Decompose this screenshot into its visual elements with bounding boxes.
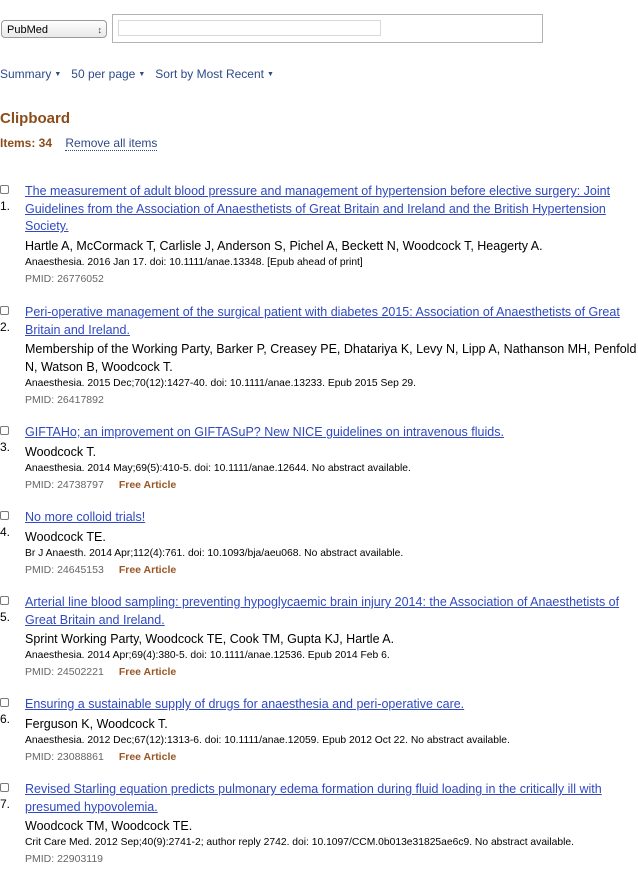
result-authors: Hartle A, McCormack T, Carlisle J, Anderson S, Pichel A, Beckett N, Woodcock T, Heagerty A. xyxy=(25,238,543,253)
result-citation: Br J Anaesth. 2014 Apr;112(4):761. doi: 10.1093/bja/aeu068. No abstract available. xyxy=(25,547,404,559)
result-content xyxy=(25,304,638,409)
result-pmid-row xyxy=(25,270,638,288)
result-pmid-row xyxy=(25,561,638,579)
result-citation: Anaesthesia. 2014 Apr;69(4):380-5. doi: 10.1111/anae.12536. Epub 2014 Feb 6. xyxy=(25,650,390,661)
result-pmid-row xyxy=(25,850,638,868)
items-count: Items: 34 xyxy=(0,136,53,150)
format-dropdown[interactable] xyxy=(0,67,61,81)
free-article-link[interactable]: Free Article xyxy=(118,478,177,491)
remove-all-items-link[interactable]: Remove all items xyxy=(65,136,158,150)
result-content xyxy=(25,424,638,494)
result-pmid-row xyxy=(25,748,638,766)
result-pmid-row xyxy=(25,391,638,409)
chevron-updown-icon: ↕ xyxy=(97,25,102,35)
database-select[interactable] xyxy=(1,20,107,38)
search-box xyxy=(112,14,543,43)
sort-dropdown-label: Sort by Most Recent xyxy=(155,67,264,81)
result-title-link[interactable]: Revised Starling equation predicts pulmonary edema formation during fluid loading in the critically ill with presumed hypovolemia. xyxy=(25,782,602,814)
result-pmid: PMID: 24738797 xyxy=(25,478,104,491)
per-page-dropdown[interactable] xyxy=(71,67,145,81)
result-content xyxy=(25,696,638,766)
result-pmid: PMID: 24645153 xyxy=(25,563,104,576)
result-title-link[interactable]: Arterial line blood sampling: preventing hypoglycaemic brain injury 2014: the Association of Anaesthetists of Great Britain and Ireland. xyxy=(25,595,620,627)
result-citation: Anaesthesia. 2014 May;69(5):410-5. doi: 10.1111/anae.12644. No abstract available. xyxy=(25,462,411,474)
result-title-link[interactable]: No more colloid trials! xyxy=(25,510,146,524)
result-title-link[interactable]: GIFTAHo; an improvement on GIFTASuP? New NICE guidelines on intravenous fluids. xyxy=(25,425,504,439)
result-checkbox[interactable] xyxy=(0,596,9,605)
free-article-link[interactable]: Free Article xyxy=(118,750,177,763)
database-select-value: PubMed xyxy=(7,24,48,36)
free-article-link[interactable]: Free Article xyxy=(118,563,177,576)
items-row xyxy=(0,136,157,150)
result-title-link[interactable]: Ensuring a sustainable supply of drugs for anaesthesia and peri-operative care. xyxy=(25,697,465,711)
result-authors: Sprint Working Party, Woodcock TE, Cook TM, Gupta KJ, Hartle A. xyxy=(25,632,395,646)
result-checkbox[interactable] xyxy=(0,185,9,194)
result-content xyxy=(25,509,638,579)
page-title: Clipboard xyxy=(0,110,70,127)
result-pmid: PMID: 23088861 xyxy=(25,750,104,763)
result-citation: Anaesthesia. 2016 Jan 17. doi: 10.1111/anae.13348. [Epub ahead of print] xyxy=(25,256,363,268)
display-settings-bar xyxy=(0,67,274,81)
result-citation: Anaesthesia. 2012 Dec;67(12):1313-6. doi: 10.1111/anae.12059. Epub 2012 Oct 22. No abstract available. xyxy=(25,734,510,746)
result-number: 2. xyxy=(0,320,11,334)
result-number: 6. xyxy=(0,712,11,726)
free-article-link[interactable]: Free Article xyxy=(118,666,177,678)
result-authors: Woodcock T. xyxy=(25,444,97,459)
result-pmid: PMID: 26417892 xyxy=(25,394,104,406)
result-title-link[interactable]: The measurement of adult blood pressure and management of hypertension before elective surgery: Joint Guidelines from the Association of Anaesthetists of Great Britain and Ireland and the British Hypertension Society. xyxy=(25,184,611,233)
result-number: 4. xyxy=(0,525,11,539)
result-authors: Ferguson K, Woodcock T. xyxy=(25,716,168,731)
caret-down-icon: ▼ xyxy=(54,71,62,78)
result-authors: Membership of the Working Party, Barker P, Creasey PE, Dhatariya K, Levy N, Lipp A, Nathanson MH, Penfold N, Watson B, Woodcock T. xyxy=(25,342,637,374)
result-number: 3. xyxy=(0,440,11,454)
sort-dropdown[interactable] xyxy=(155,67,274,81)
result-pmid: PMID: 22903119 xyxy=(25,853,104,865)
result-pmid: PMID: 24502221 xyxy=(25,666,104,678)
result-content xyxy=(25,781,638,868)
caret-down-icon: ▼ xyxy=(138,71,146,78)
result-authors: Woodcock TE. xyxy=(25,529,106,544)
result-checkbox[interactable] xyxy=(0,698,9,707)
result-number: 1. xyxy=(0,199,11,213)
result-checkbox[interactable] xyxy=(0,306,9,315)
per-page-dropdown-label: 50 per page xyxy=(71,67,136,81)
result-checkbox[interactable] xyxy=(0,426,9,435)
result-citation: Crit Care Med. 2012 Sep;40(9):2741-2; author reply 2742. doi: 10.1097/CCM.0b013e31825ae6c9. No abstract available. xyxy=(25,837,574,848)
caret-down-icon: ▼ xyxy=(267,71,274,78)
result-pmid-row xyxy=(25,476,638,494)
result-content xyxy=(25,183,638,288)
format-dropdown-label: Summary xyxy=(0,67,52,81)
result-pmid-row xyxy=(25,663,638,681)
result-title-link[interactable]: Peri-operative management of the surgical patient with diabetes 2015: Association of Anaesthetists of Great Britain and Ireland. xyxy=(25,305,620,337)
result-content xyxy=(25,594,638,681)
result-number: 7. xyxy=(0,797,11,811)
result-citation: Anaesthesia. 2015 Dec;70(12):1427-40. doi: 10.1111/anae.13233. Epub 2015 Sep 29. xyxy=(25,378,417,389)
result-pmid: PMID: 26776052 xyxy=(25,272,104,285)
search-input[interactable] xyxy=(118,20,381,36)
result-checkbox[interactable] xyxy=(0,783,9,792)
result-checkbox[interactable] xyxy=(0,511,9,520)
result-number: 5. xyxy=(0,610,11,624)
result-authors: Woodcock TM, Woodcock TE. xyxy=(25,819,193,833)
